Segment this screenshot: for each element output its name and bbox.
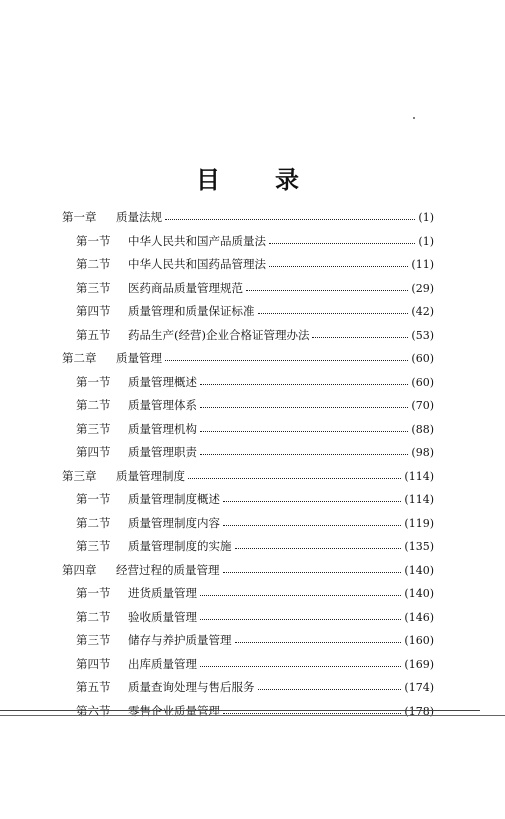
toc-entry-page: (1) [418, 211, 434, 224]
toc-section-entry [62, 629, 434, 653]
toc-section-entry [62, 300, 434, 324]
toc-entry-page: (169) [404, 657, 434, 671]
toc-entry-number: 第二节 [76, 257, 111, 271]
toc-leader-dots [223, 572, 402, 573]
toc-entry-page: (70) [411, 399, 434, 412]
toc-entry-page: (119) [404, 516, 434, 530]
toc-leader-dots [258, 313, 409, 314]
toc-entry-title: 中华人民共和国药品管理法 [128, 257, 266, 271]
toc-entry-page: (160) [404, 634, 434, 647]
toc-entry-page: (114) [404, 493, 434, 506]
toc-leader-dots [165, 360, 408, 361]
toc-section-entry [62, 676, 434, 700]
toc-entry-title: 中华人民共和国产品质量法 [128, 233, 266, 248]
toc-entry-number: 第三节 [76, 539, 111, 553]
toc-section-entry [62, 535, 434, 559]
toc-entry-number: 第一节 [76, 374, 111, 389]
toc-leader-dots [200, 384, 408, 385]
toc-entry-number: 第六节 [76, 703, 111, 718]
toc-entry-page: (53) [411, 328, 434, 342]
bottom-rule [0, 710, 480, 711]
toc-entry-title: 质量管理制度的实施 [128, 539, 232, 553]
toc-entry-number: 第三节 [76, 421, 111, 436]
toc-leader-dots [235, 548, 402, 549]
toc-entry-title: 进货质量管理 [128, 586, 197, 600]
toc-leader-dots [200, 666, 401, 667]
toc-entry-title: 经营过程的质量管理 [116, 562, 220, 577]
toc-leader-dots [246, 290, 408, 291]
table-of-contents [62, 206, 434, 723]
toc-leader-dots [223, 525, 401, 526]
toc-entry-number: 第四节 [76, 656, 111, 671]
toc-entry-title: 质量查询处理与售后服务 [128, 680, 255, 694]
scan-speck [413, 117, 415, 119]
toc-entry-title: 储存与养护质量管理 [128, 633, 232, 647]
toc-entry-title: 出库质量管理 [128, 656, 197, 671]
toc-section-entry [62, 653, 434, 677]
toc-section-entry [62, 253, 434, 277]
toc-chapter-entry [62, 465, 434, 489]
toc-entry-number: 第四节 [76, 445, 111, 459]
toc-section-entry [62, 324, 434, 348]
toc-entry-number: 第三节 [76, 633, 111, 647]
toc-entry-page: (11) [411, 258, 434, 271]
toc-section-entry [62, 418, 434, 442]
toc-leader-dots [269, 243, 415, 244]
toc-leader-dots [235, 642, 402, 643]
page-title-char-2: 录 [275, 166, 299, 194]
toc-entry-number: 第一节 [76, 586, 111, 600]
toc-entry-page: (114) [404, 469, 434, 483]
toc-entry-title: 验收质量管理 [128, 609, 197, 624]
toc-leader-dots [188, 478, 401, 479]
toc-entry-page: (146) [404, 610, 434, 624]
toc-chapter-entry [62, 347, 434, 371]
toc-leader-dots [312, 337, 408, 338]
toc-leader-dots [223, 713, 401, 714]
toc-entry-page: (1) [418, 234, 434, 248]
toc-entry-title: 零售企业质量管理 [128, 703, 220, 718]
toc-entry-title: 质量管理职责 [128, 445, 197, 459]
toc-entry-page: (29) [411, 281, 434, 295]
toc-entry-number: 第二节 [76, 609, 111, 624]
toc-entry-page: (60) [411, 352, 434, 365]
toc-entry-title: 医药商品质量管理规范 [128, 280, 243, 295]
toc-entry-page: (140) [404, 587, 434, 600]
toc-entry-title: 质量管理 [116, 351, 162, 365]
toc-entry-page: (98) [411, 446, 434, 459]
toc-entry-number: 第二章 [62, 351, 97, 365]
toc-leader-dots [200, 431, 408, 432]
bottom-rule-secondary [0, 715, 505, 716]
toc-entry-title: 质量管理制度 [116, 468, 185, 483]
toc-entry-page: (88) [411, 422, 434, 436]
toc-entry-number: 第三章 [62, 468, 97, 483]
toc-leader-dots [200, 595, 401, 596]
toc-section-entry [62, 488, 434, 512]
toc-entry-number: 第一节 [76, 492, 111, 506]
toc-entry-page: (42) [411, 305, 434, 318]
toc-entry-page: (174) [404, 681, 434, 694]
toc-entry-number: 第二节 [76, 515, 111, 530]
toc-section-entry [62, 230, 434, 254]
toc-entry-number: 第五节 [76, 680, 111, 694]
toc-leader-dots [269, 266, 408, 267]
toc-entry-number: 第三节 [76, 280, 111, 295]
toc-leader-dots [258, 689, 402, 690]
toc-section-entry [62, 394, 434, 418]
toc-entry-number: 第一章 [62, 210, 97, 224]
toc-entry-title: 药品生产(经营)企业合格证管理办法 [128, 327, 310, 342]
toc-leader-dots [200, 619, 401, 620]
toc-leader-dots [200, 454, 408, 455]
toc-entry-title: 质量管理制度概述 [128, 492, 220, 506]
page-title-char-1: 目 [196, 166, 220, 194]
toc-entry-page: (135) [404, 540, 434, 553]
toc-entry-title: 质量管理和质量保证标准 [128, 304, 255, 318]
toc-entry-number: 第一节 [76, 233, 111, 248]
toc-entry-title: 质量法规 [116, 210, 162, 224]
toc-entry-title: 质量管理概述 [128, 374, 197, 389]
toc-entry-page: (60) [411, 375, 434, 389]
toc-section-entry [62, 700, 434, 724]
toc-leader-dots [223, 501, 401, 502]
toc-entry-page: (140) [404, 563, 434, 577]
toc-entry-title: 质量管理机构 [128, 421, 197, 436]
toc-leader-dots [200, 407, 408, 408]
toc-entry-number: 第二节 [76, 398, 111, 412]
toc-entry-number: 第四节 [76, 304, 111, 318]
toc-entry-page: (178) [404, 704, 434, 718]
toc-entry-title: 质量管理体系 [128, 398, 197, 412]
toc-entry-number: 第四章 [62, 562, 97, 577]
toc-section-entry [62, 582, 434, 606]
toc-section-entry [62, 441, 434, 465]
toc-chapter-entry [62, 559, 434, 583]
toc-section-entry [62, 512, 434, 536]
toc-section-entry [62, 371, 434, 395]
toc-section-entry [62, 606, 434, 630]
toc-entry-title: 质量管理制度内容 [128, 515, 220, 530]
toc-leader-dots [165, 219, 415, 220]
toc-entry-number: 第五节 [76, 327, 111, 342]
toc-chapter-entry [62, 206, 434, 230]
toc-section-entry [62, 277, 434, 301]
